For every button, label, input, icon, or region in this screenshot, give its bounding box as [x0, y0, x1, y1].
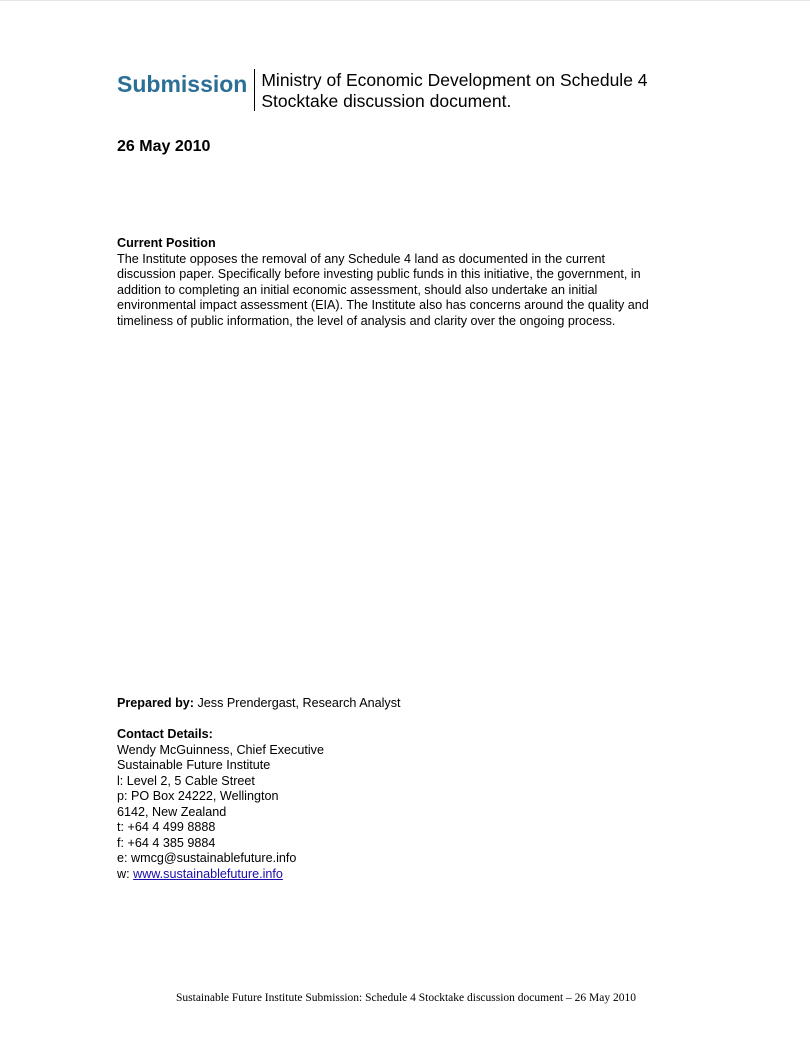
document-header — [117, 68, 681, 112]
footer-text: Sustainable Future Institute Submission: Schedule 4 Stocktake discussion document – 26 May 2010 — [176, 992, 636, 1004]
contact-postal-line-2: 6142, New Zealand — [117, 804, 227, 819]
document-title-line-2: Stocktake discussion document. — [261, 91, 512, 111]
prepared-by-label: Prepared by: — [117, 696, 194, 710]
current-position-line-1: The Institute opposes the removal of any Schedule 4 land as documented in the current — [117, 251, 605, 266]
page-footer — [0, 991, 810, 1005]
contact-name: Wendy McGuinness, Chief Executive — [117, 742, 324, 757]
prepared-by — [117, 696, 697, 712]
current-position-heading: Current Position — [117, 236, 216, 250]
contact-postal-line-1: p: PO Box 24222, Wellington — [117, 789, 279, 803]
contact-web-prefix: w: — [117, 866, 134, 881]
prepared-by-value: Jess Prendergast, Research Analyst — [194, 696, 401, 710]
contact-email: e: wmcg@sustainablefuture.info — [117, 851, 297, 865]
current-position-line-5: timeliness of public information, the level of analysis and clarity over the ongoing process. — [117, 313, 616, 328]
current-position-line-3: addition to completing an initial economic assessment, should also undertake an initial — [117, 282, 598, 297]
contact-heading: Contact Details: — [117, 727, 213, 741]
current-position-line-2: discussion paper. Specifically before investing public funds in this initiative, the government, in — [117, 267, 641, 281]
submission-label: Submission — [117, 71, 248, 97]
document-date: 26 May 2010 — [117, 138, 211, 155]
document-title — [255, 68, 681, 112]
current-position-line-4: environmental impact assessment (EIA). The Institute also has concerns around the quality and — [117, 298, 649, 312]
website-link[interactable]: www.sustainablefuture.info — [133, 866, 283, 881]
document-title-line-1: Ministry of Economic Development on Schedule 4 — [261, 70, 648, 90]
contact-organisation: Sustainable Future Institute — [117, 758, 271, 772]
current-position-section — [117, 236, 697, 329]
contact-fax: f: +64 4 385 9884 — [117, 835, 216, 850]
contact-telephone: t: +64 4 499 8888 — [117, 820, 216, 834]
contact-web — [117, 867, 697, 883]
contact-location: l: Level 2, 5 Cable Street — [117, 773, 255, 788]
contact-details — [117, 727, 697, 882]
